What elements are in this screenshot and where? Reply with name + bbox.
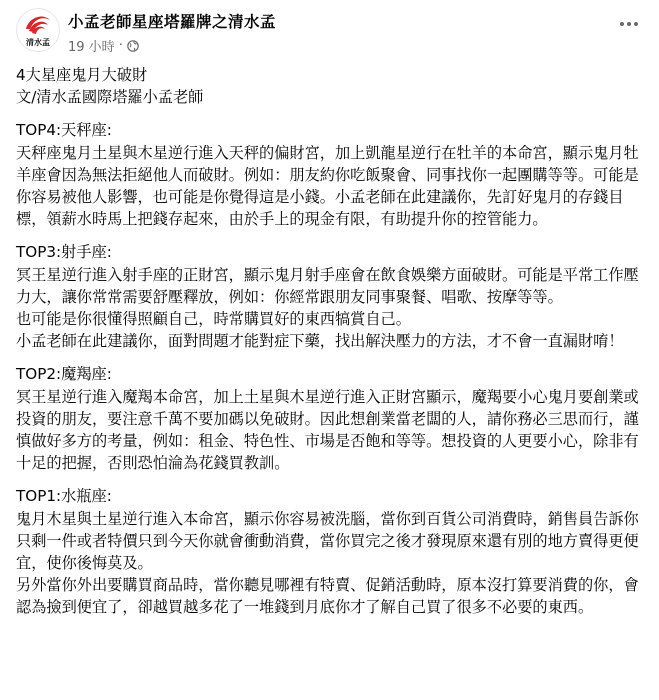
spacer <box>16 474 646 485</box>
section-paragraph: 也可能是你很懂得照顧自己，時常購買好的東西犒賞自己。 <box>16 310 411 329</box>
spacer <box>16 230 646 241</box>
post-author: 文/清水孟國際塔羅小孟老師 <box>16 88 204 107</box>
post-body <box>16 64 646 619</box>
section-heading: TOP1:水瓶座: <box>16 487 112 506</box>
avatar-text: 清水孟 <box>26 37 50 47</box>
section-paragraph: 天秤座鬼月土星與木星逆行進入天秤的偏財宮，加上凱龍星逆行在牡羊的本命宮，顯示鬼月牡羊座會因為無法拒絕他人而破財。例如：朋友約你吃飯聚會、同事找你一起團購等等。可能是你容易被他人影響，也可能是你覺得這是小錢。小孟老師在此建議你，先訂好鬼月的存錢目標，領薪水時馬上把錢存起來，由於手上的現金有限，有助提升你的控管能力。 <box>16 143 639 229</box>
section-paragraph: 小孟老師在此建議你，面對問題才能對症下藥，找出解決壓力的方法，才不會一直漏財唷！ <box>16 332 624 351</box>
section-heading: TOP2:魔羯座: <box>16 365 112 384</box>
spacer <box>16 352 646 363</box>
post-timestamp[interactable]: 19 小時 <box>68 40 115 55</box>
section-paragraph: 冥王星逆行進入魔羯本命宮，加上土星與木星逆行進入正財宮顯示，魔羯要小心鬼月要創業或投資的朋友，要注意千萬不要加碼以免破財。因此想創業當老闆的人，請你務必三思而行，謹慎做好多方的考量，例如：租金、特色性、市場是否飽和等等。想投資的人更要小心，除非有十足的把握，否則恐怕淪為花錢買教訓。 <box>16 387 639 473</box>
meta-separator: · <box>118 38 123 53</box>
section-paragraph: 鬼月木星與土星逆行進入本命宮，顯示你容易被洗腦，當你到百貨公司消費時，銷售員告訴你只剩一件或者特價只到今天你就會衝動消費，當你買完之後才發現原來還有別的地方賣得更便宜，使你後悔莫及。 <box>16 509 639 573</box>
page-avatar[interactable] <box>16 8 60 52</box>
section-heading: TOP4:天秤座: <box>16 121 112 140</box>
post-meta <box>68 36 139 55</box>
post-header <box>16 6 643 58</box>
section-paragraph: 冥王星逆行進入射手座的正財宮，顯示鬼月射手座會在飲食娛樂方面破財。可能是平常工作壓力大，讓你常常需要舒壓釋放，例如：你經常跟朋友同事聚餐、唱歌、按摩等等。 <box>16 265 639 306</box>
more-horizontal-icon[interactable] <box>615 10 643 38</box>
globe-icon <box>127 40 139 52</box>
spacer <box>16 108 646 119</box>
section-heading: TOP3:射手座: <box>16 243 112 262</box>
post-title: 4大星座鬼月大破財 <box>16 66 148 84</box>
avatar-logo-icon <box>17 9 59 51</box>
page-name-link[interactable]: 小孟老師星座塔羅牌之清水孟 <box>68 13 277 31</box>
section-paragraph: 另外當你外出要購買商品時，當你聽見哪裡有特賣、促銷活動時，原本沒打算要消費的你，會認為撿到便宜了，卻越買越多花了一堆錢到月底你才了解自己買了很多不必要的東西。 <box>16 576 639 617</box>
